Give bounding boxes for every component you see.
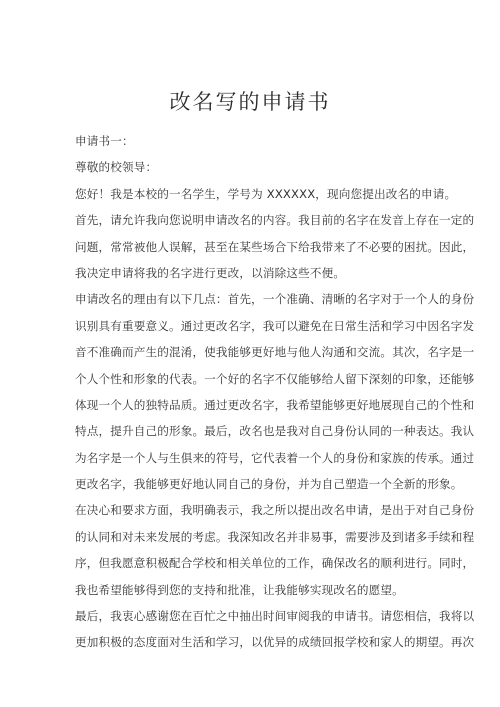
paragraph-line: 我也希望能够得到您的支持和批准，让我能够实现改名的愿望。 — [75, 582, 404, 597]
paragraph-line: 体现一个人的独特品质。通过更改名字，我希望能够更好地展现自己的个性和 — [75, 397, 475, 412]
intro-line: 您好！我是本校的一名学生，学号为 XXXXXX，现向您提出改名的申请。 — [75, 186, 457, 201]
greeting-heading: 申请书一： — [75, 134, 134, 148]
document-title: 改名写的申请书 — [169, 90, 331, 114]
paragraph-line: 在决心和要求方面，我明确表示，我之所以提出改名申请，是出于对自己身份 — [75, 503, 475, 518]
paragraph-line: 问题，常常被他人误解，甚至在某些场合下给我带来了不必要的困扰。因此， — [75, 239, 475, 254]
paragraph-line: 我决定申请将我的名字进行更改，以消除这些不便。 — [75, 265, 346, 280]
paragraph-line: 个人个性和形象的代表。一个好的名字不仅能够给人留下深刻的印象，还能够 — [75, 371, 475, 386]
paragraph-line: 更改名字，我能够更好地认同自己的身份，并为自己塑造一个全新的形象。 — [75, 477, 463, 492]
paragraph-line: 音不准确而产生的混淆，使我能够更好地与他人沟通和交流。其次，名字是一 — [75, 345, 475, 360]
paragraph-line: 的认同和对未来发展的考虑。我深知改名并非易事，需要涉及到诸多手续和程 — [75, 529, 475, 544]
paragraph-line: 更加积极的态度面对生活和学习，以优异的成绩回报学校和家人的期望。再次 — [75, 635, 475, 650]
paragraph-line: 申请改名的理由有以下几点：首先，一个准确、清晰的名字对于一个人的身份 — [75, 292, 475, 307]
salutation: 尊敬的校领导： — [75, 160, 158, 175]
paragraph-line: 特点，提升自己的形象。最后，改名也是我对自己身份认同的一种表达。我认 — [75, 424, 475, 439]
paragraph-line: 首先，请允许我向您说明申请改名的内容。我目前的名字在发音上存在一定的 — [75, 213, 475, 228]
paragraph-line: 为名字是一个人与生俱来的符号，它代表着一个人的身份和家族的传承。通过 — [75, 450, 475, 465]
paragraph-line: 序，但我愿意积极配合学校和相关单位的工作，确保改名的顺利进行。同时， — [75, 556, 475, 571]
document-body — [75, 128, 475, 656]
paragraph-line: 最后，我衷心感谢您在百忙之中抽出时间审阅我的申请书。请您相信，我将以 — [75, 609, 475, 624]
paragraph-line: 识别具有重要意义。通过更改名字，我可以避免在日常生活和学习中因名字发 — [75, 318, 475, 333]
